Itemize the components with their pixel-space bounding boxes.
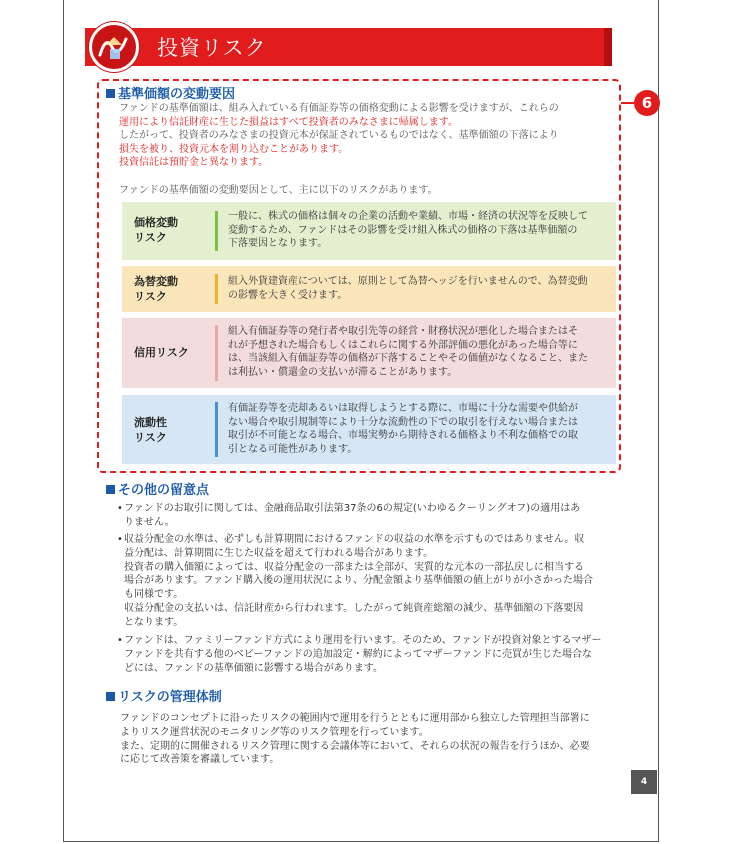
square-bullet-icon	[106, 485, 115, 494]
square-bullet-icon	[106, 692, 115, 701]
note-line: 場合があります。ファンド購入後の運用状況により、分配金額より基準価額の値上がりが小さかった場合	[124, 575, 593, 587]
note-line: 収益分配金の支払いは、信託財産から行われます。したがって純資産総額の減少、基準価額の下落要因	[124, 602, 584, 614]
risk-accent-bar	[215, 402, 218, 457]
section-heading-notes	[106, 479, 209, 498]
risk-label-line: リスク	[134, 431, 167, 444]
bullet-dot: •	[117, 534, 123, 545]
risk-text-line: 引となる可能性があります。	[228, 443, 358, 455]
risk-label	[134, 274, 178, 304]
management-line: に応じて改善策を審議しています。	[120, 754, 280, 766]
note-line: となります。	[124, 616, 184, 628]
risk-text-line: 一般に、株式の価格は個々の企業の活動や業績、市場・経済の状況等を反映して	[228, 211, 588, 222]
risk-accent-bar	[215, 325, 218, 381]
risk-text-line: れが予想された場合もしくはこれらに関する外部評価の悪化があった場合等に	[228, 339, 578, 351]
risk-label	[134, 345, 189, 360]
page-number: 4	[631, 770, 657, 794]
risk-row-currency	[122, 266, 616, 312]
section-heading-fluctuation	[106, 83, 235, 102]
risk-text-line: ない場合や取引規制等により十分な流動性の下での取引を行えない場合または	[228, 416, 578, 428]
risk-accent-bar	[215, 274, 218, 304]
risk-text-line: の影響を大きく受けます。	[228, 289, 348, 301]
risk-label-line: 価格変動	[134, 216, 178, 229]
risk-description	[228, 402, 606, 456]
note-text	[124, 533, 617, 630]
risk-text-line: 有価証券等を売却あるいは取得しようとする際に、市場に十分な需要や供給が	[228, 403, 578, 414]
lead-text: ファンドの基準価額の変動要因として、主に以下のリスクがあります。	[119, 185, 438, 196]
risk-label	[134, 415, 167, 445]
risk-description	[228, 275, 606, 302]
risk-label-line: リスク	[134, 290, 167, 303]
intro-line: 投資信託は預貯金と異なります。	[119, 157, 269, 168]
risk-text-line: 組入外貨建資産については、原則として為替ヘッジを行いませんので、為替変動	[228, 276, 588, 287]
note-item	[117, 533, 617, 630]
note-line: 益分配は、計算期間に生じた収益を超えて行われる場合があります。	[124, 547, 434, 559]
risk-accent-bar	[215, 211, 218, 251]
intro-line: したがって、投資者のみなさまの投資元本が保証されているものではなく、基準価額の下落により	[119, 130, 559, 141]
page-title: 投資リスク	[157, 36, 267, 60]
note-text	[124, 634, 617, 675]
intro-line: ファンドの基準価額は、組み入れている有価証券等の価格変動による影響を受けますが、これらの	[119, 103, 559, 114]
bullet-dot: •	[117, 503, 123, 514]
section-heading-text: その他の留意点	[118, 483, 210, 498]
note-line: りません。	[124, 516, 175, 528]
note-line: 収益分配金の水準は、必ずしも計算期間におけるファンドの収益の水準を示すものではありません。収	[124, 534, 585, 545]
risk-text-line: 変動するため、ファンドはその影響を受け組入株式の価格の下落は基準価額の	[228, 224, 578, 236]
risk-label	[134, 215, 178, 245]
risk-description	[228, 210, 606, 251]
management-line: よりリスク運営状況のモニタリング等のリスク管理を行っています。	[120, 726, 429, 738]
note-text	[124, 502, 617, 530]
risk-graph-icon-svg	[92, 25, 136, 69]
section-heading-risk-management	[106, 686, 222, 705]
banner-stripe	[604, 28, 612, 66]
risk-row-price	[122, 202, 616, 260]
risk-text-line: は、当該組入有価証券等の価格が下落することやその価値がなくなること、また	[228, 353, 588, 364]
bullet-dot: •	[117, 635, 123, 646]
callout-line	[621, 102, 634, 104]
square-bullet-icon	[106, 89, 115, 98]
risk-label-line: リスク	[134, 231, 167, 244]
risk-row-liquidity	[122, 395, 616, 464]
section-heading-text: 基準価額の変動要因	[118, 87, 236, 102]
risk-label-line: 流動性	[134, 416, 167, 429]
risk-text-line: 下落要因となります。	[228, 238, 328, 249]
management-line: また、定期的に開催されるリスク管理に関する会議体等において、それらの状況の報告を行うほか、必要	[120, 740, 590, 752]
callout-number: 6	[634, 90, 660, 116]
note-line: ファンドのお取引に関しては、金融商品取引法第37条の6の規定(いわゆるクーリングオフ)の適用はあ	[124, 503, 581, 514]
management-paragraph	[120, 712, 620, 767]
risk-text-line: 取引が不可能となる場合、市場実勢から期待される価格より不利な価格での取	[228, 430, 578, 441]
management-line: ファンドのコンセプトに沿ったリスクの範囲内で運用を行うとともに運用部から独立した管理担当部署に	[120, 713, 590, 724]
section-heading-text: リスクの管理体制	[118, 690, 222, 705]
note-line: ファンドを共有する他のベビーファンドの追加設定・解約によってマザーファンドに売買が生じた場合な	[124, 648, 592, 660]
note-item	[117, 502, 617, 530]
note-line: も同様です。	[124, 589, 184, 601]
intro-line: 損失を被り、投資元本を割り込むことがあります。	[119, 143, 349, 155]
risk-label-line: 信用リスク	[134, 346, 189, 359]
risk-text-line: 組入有価証券等の発行者や取引先等の経営・財務状況が悪化した場合またはそ	[228, 326, 578, 337]
risk-graph-icon	[89, 22, 139, 72]
risk-row-credit	[122, 318, 616, 388]
note-line: どには、ファンドの基準価額に影響する場合があります。	[124, 662, 383, 674]
note-line: ファンドは、ファミリーファンド方式により運用を行います。そのため、ファンドが投資対象とするマザー	[124, 635, 602, 646]
risk-label-line: 為替変動	[134, 275, 178, 288]
note-line: 投資者の購入価額によっては、収益分配金の一部または全部が、実質的な元本の一部払戻しに相当する	[124, 561, 584, 573]
risk-description	[228, 325, 606, 379]
intro-line: 運用により信託財産に生じた損益はすべて投資者のみなさまに帰属します。	[119, 116, 458, 128]
intro-paragraph	[119, 102, 619, 170]
note-item	[117, 634, 617, 675]
risk-text-line: は利払い・償還金の支払いが滞ることがあります。	[228, 366, 458, 378]
